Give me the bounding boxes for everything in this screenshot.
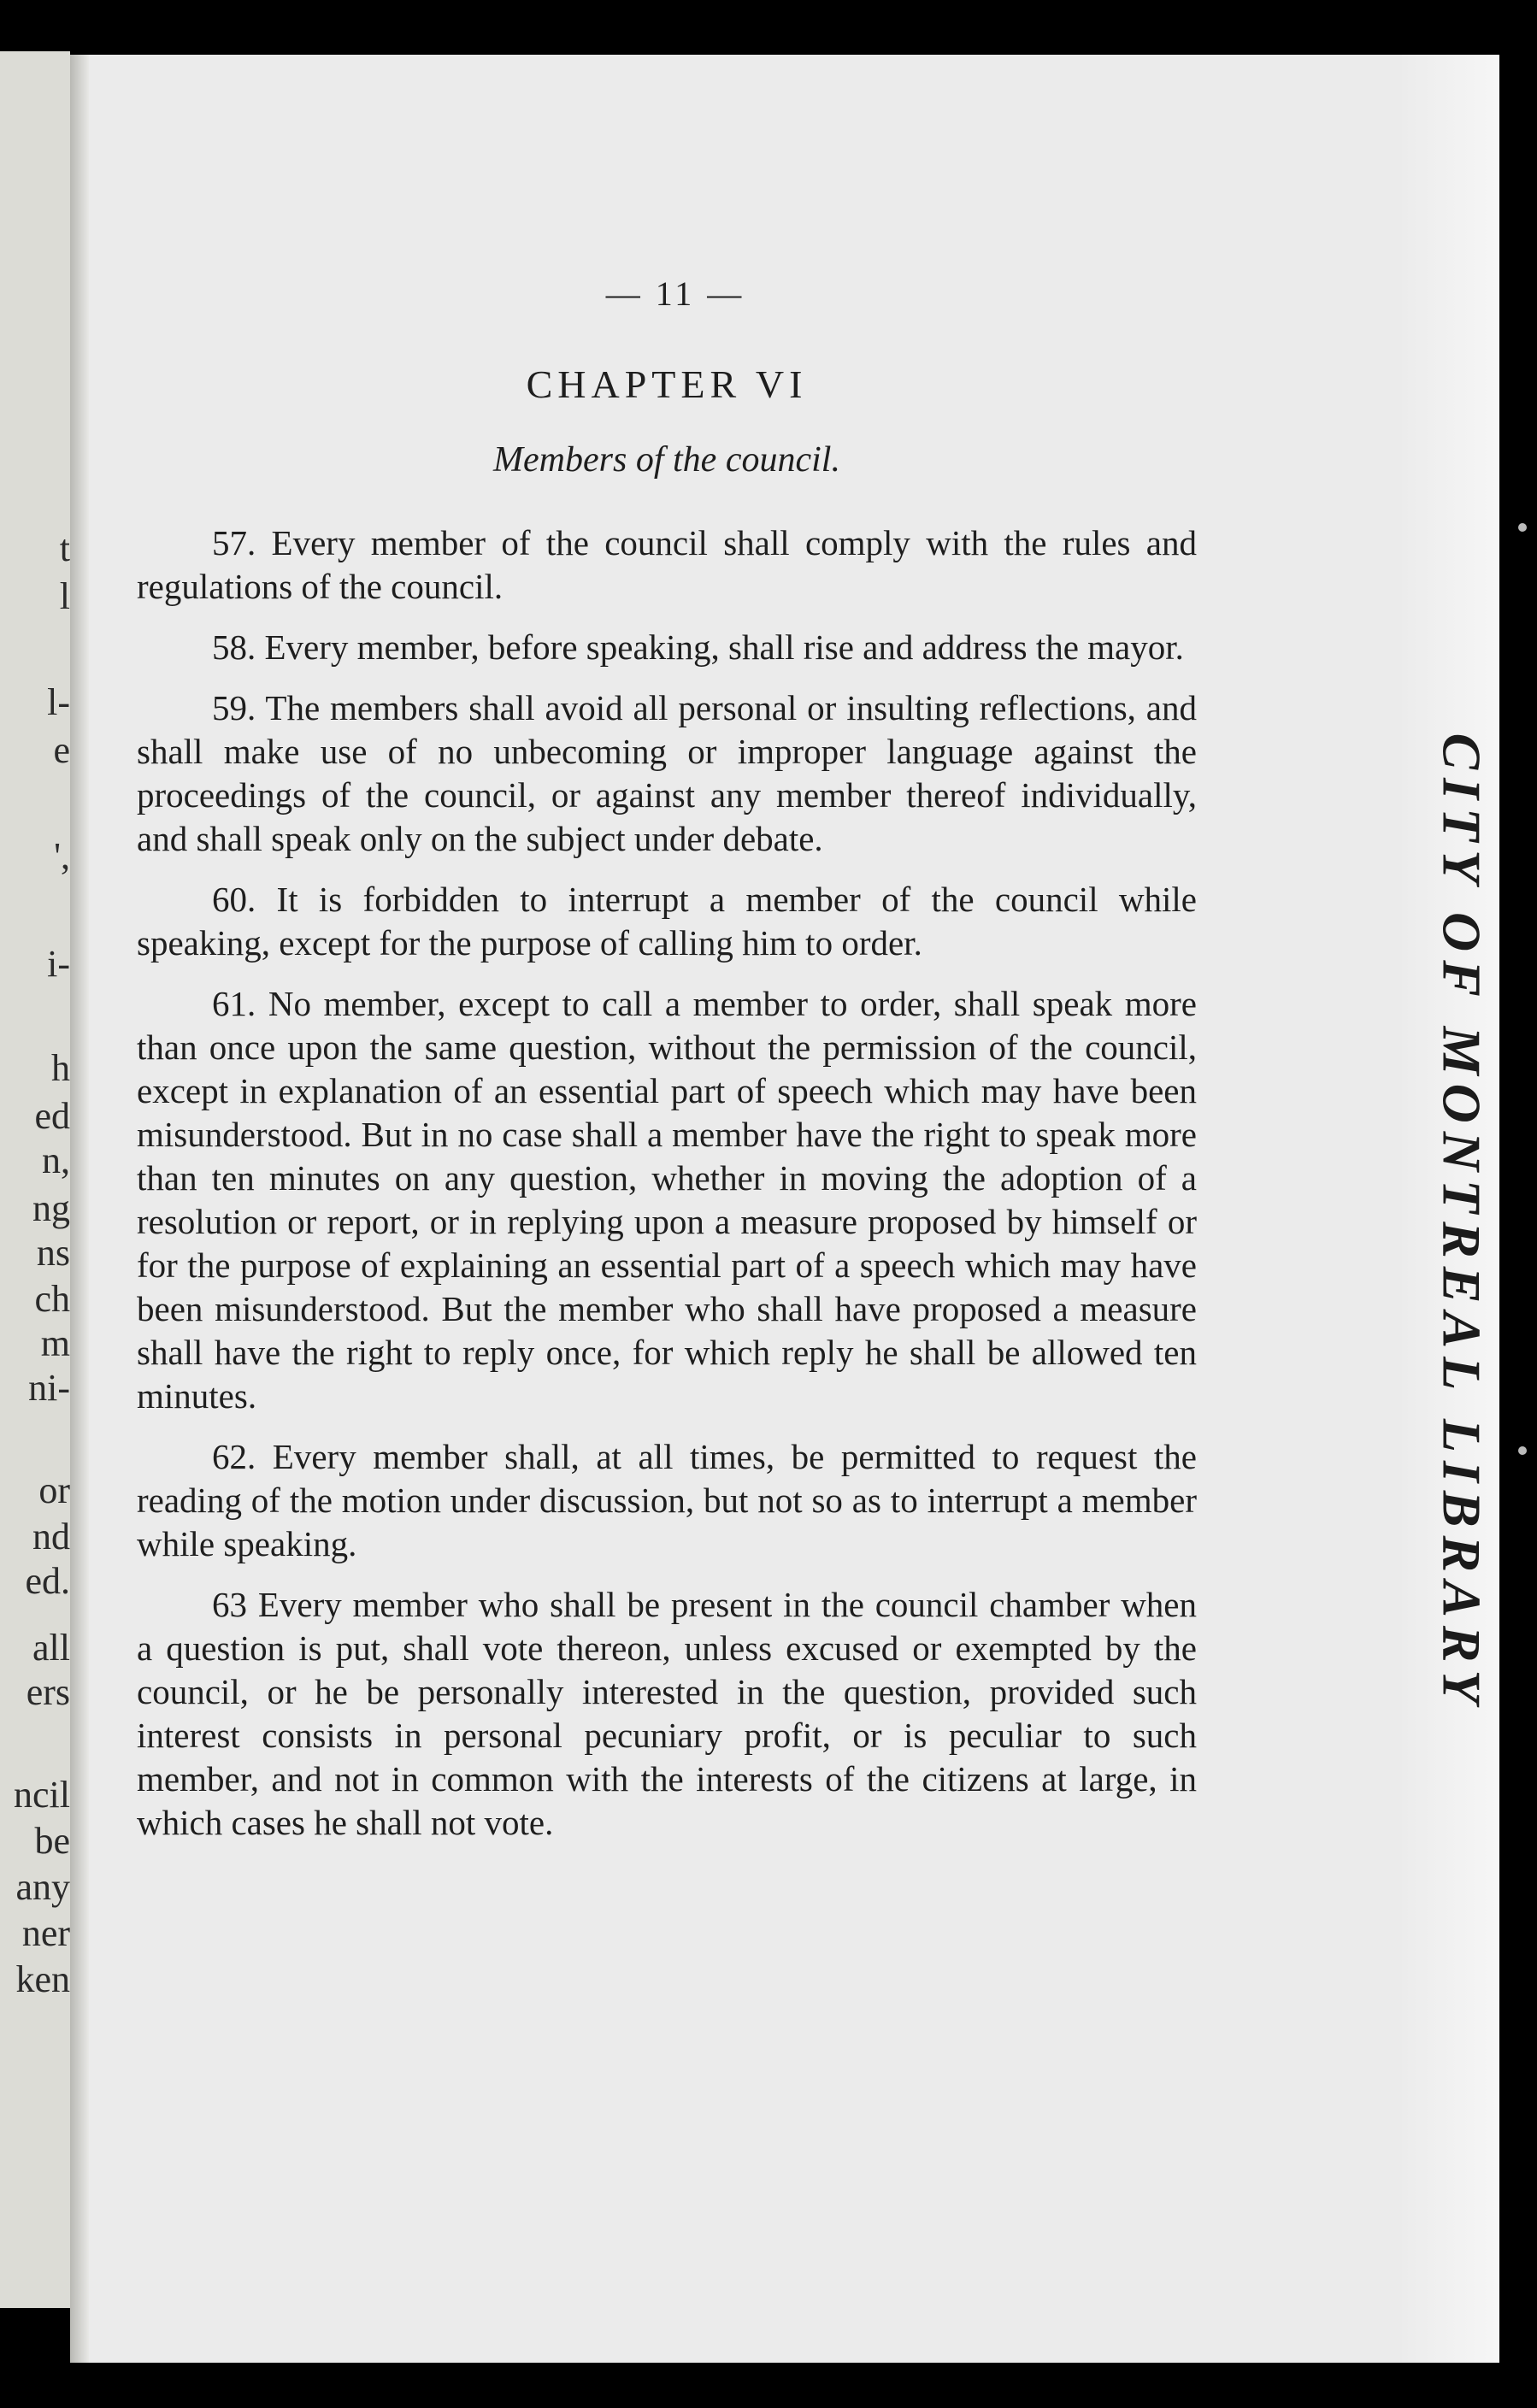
scan-speck — [1518, 1446, 1527, 1455]
left-page-fragment-text: ner — [21, 1912, 70, 1954]
page-content — [137, 274, 1197, 1862]
left-page-fragment-text: i- — [47, 943, 70, 985]
left-page-fragment-text: ch — [34, 1278, 70, 1320]
left-page-fragment-text: be — [34, 1820, 70, 1862]
library-stamp-text: CITY OF MONTREAL LIBRARY — [1432, 733, 1493, 1712]
page-number: — 11 — — [605, 274, 745, 313]
section-57: 57. Every member of the council shall comply with the rules and regulations of the council. — [137, 523, 1197, 606]
left-page-fragment-text: h — [51, 1047, 70, 1089]
left-page-fragment-text: m — [40, 1322, 70, 1364]
left-page-fragment-text: ns — [36, 1232, 70, 1274]
section-61: 61. No member, except to call a member to order, shall speak more than once upon the same question, without the permission of the council, except in explanation of an essential part of speech which may have been misunderstood. But in no case shall a member have the right to speak more than ten minutes on any question, whether in moving the adoption of a resolution or report, or in replying upon a measure proposed by himself or for the purpose of explaining an essential part of a speech which may have been misunderstood. But the member who shall have proposed a measure shall have the right to reply once, for which reply he shall be allowed ten minutes. — [137, 984, 1197, 1416]
left-page-fragment-text: or — [38, 1469, 70, 1511]
left-page-fragment-text: ken — [15, 1958, 70, 2000]
left-page-fragment-text: ers — [26, 1671, 70, 1713]
section-58: 58. Every member, before speaking, shall rise and address the mayor. — [212, 627, 1184, 667]
section-63: 63 Every member who shall be present in the council chamber when a question is put, shall vote thereon, unless excused or exempted by the council, or he be personally interested in the question, provided such interest consists in personal pecuniary profit, or is peculiar to such member, and not in common with the interests of the citizens at large, in which cases he shall not vote. — [137, 1585, 1197, 1842]
left-page-fragment-text: ed — [34, 1095, 70, 1137]
chapter-title: CHAPTER VI — [526, 362, 808, 406]
left-page-fragment-text: ni- — [28, 1367, 70, 1409]
section-60: 60. It is forbidden to interrupt a member of the council while speaking, except for the purpose of calling him to order. — [137, 880, 1197, 963]
left-page-fragment-text: ncil — [14, 1774, 70, 1816]
left-page-fragment-text: ', — [54, 835, 70, 877]
left-page-fragment-text: ed. — [25, 1560, 70, 1602]
left-page-fragment-text: l — [59, 575, 70, 617]
left-page-fragment-text: l- — [47, 681, 70, 723]
left-page-fragment-text: ng — [32, 1187, 70, 1229]
left-page-fragment-text: nd — [32, 1516, 70, 1557]
left-page-fragment-text: n, — [42, 1139, 70, 1181]
left-page-fragment-text: e — [53, 729, 70, 771]
section-62: 62. Every member shall, at all times, be permitted to request the reading of the motion under discussion, but not so as to interrupt a member while speaking. — [137, 1437, 1197, 1563]
left-page-fragment-text: any — [15, 1866, 70, 1908]
scan-speck — [1518, 523, 1527, 532]
page-binding-shadow — [70, 55, 89, 2363]
section-list — [137, 521, 1197, 1845]
left-page-fragment-text: all — [32, 1627, 70, 1669]
library-stamp — [1410, 733, 1513, 1712]
left-page-fragment-text: t — [59, 527, 70, 569]
section-59: 59. The members shall avoid all personal or insulting reflections, and shall make use of no unbecoming or improper language against the proceedings of the council, or against any member thereof individually, and shall speak only on the subject under debate. — [137, 688, 1197, 858]
chapter-subtitle: Members of the council. — [493, 440, 840, 480]
